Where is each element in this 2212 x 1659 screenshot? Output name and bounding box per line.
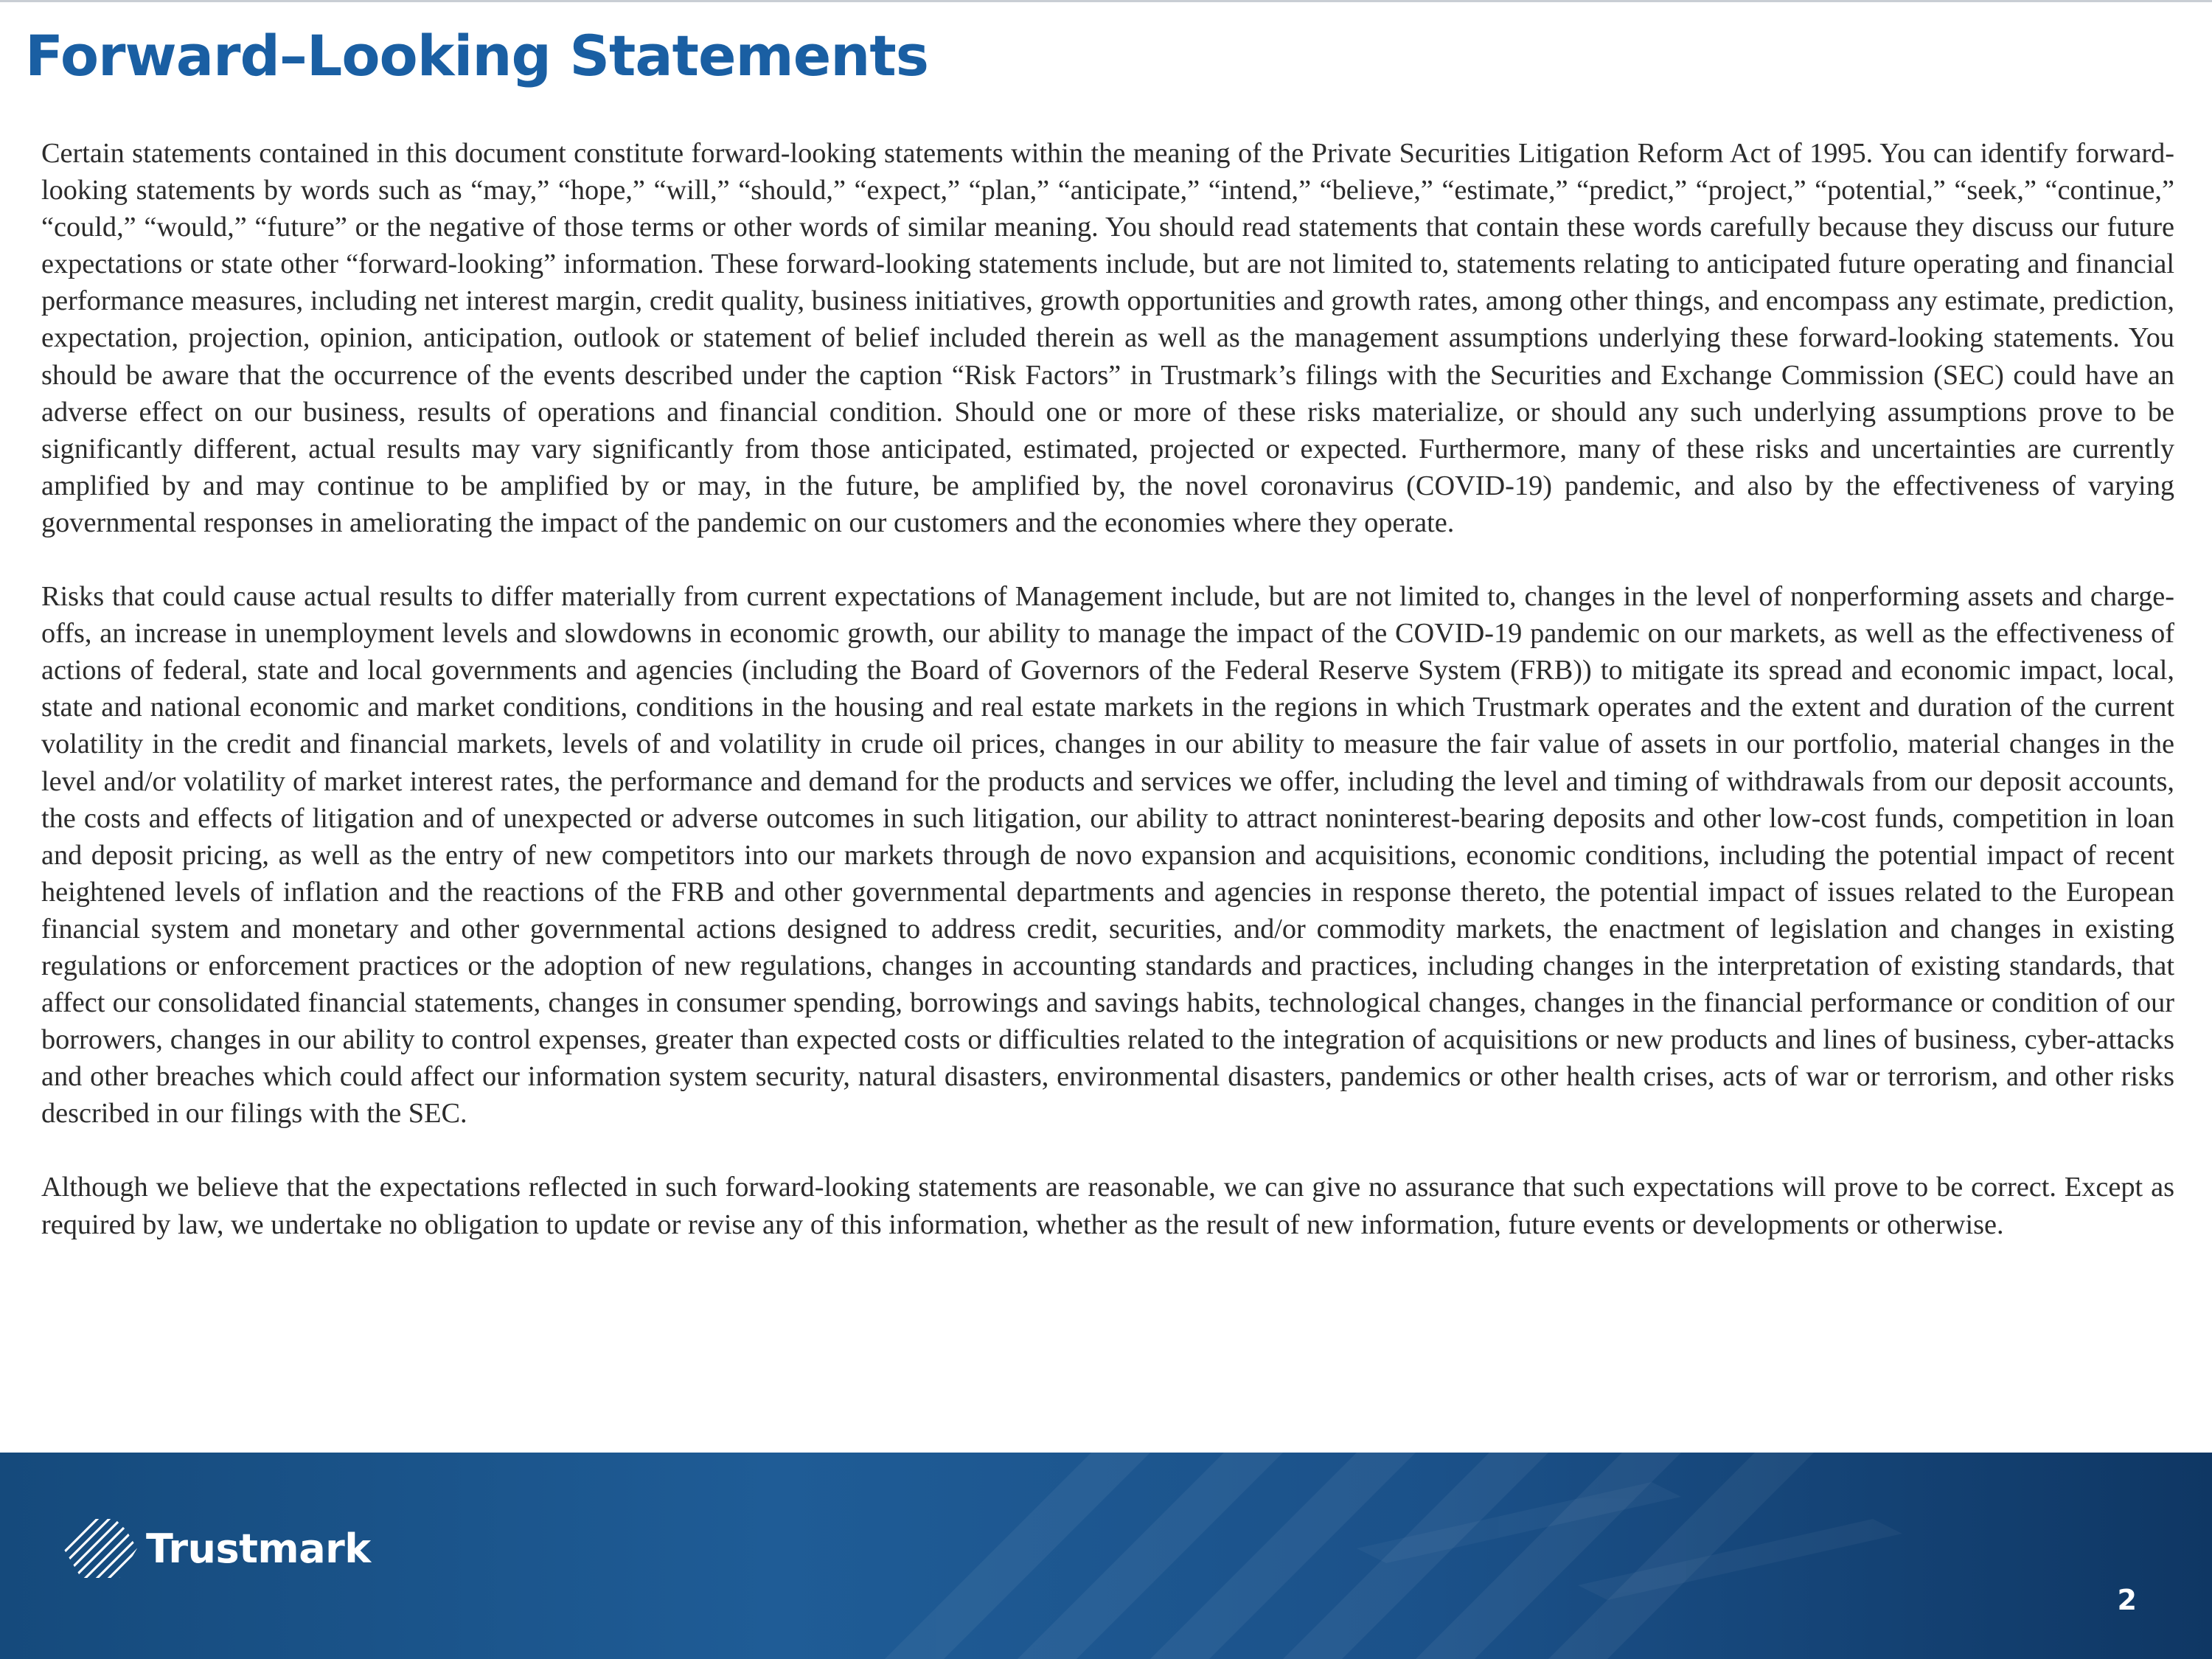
- paragraph-forward-looking-intro: Certain statements contained in this document constitute forward-looking statements within the meaning of the Private Securities Litigation Reform Act of 1995. You can identify forward-looking statements by words such as “may,” “hope,” “will,” “should,” “expect,” “plan,” “anticipate,” “intend,” “believe,” “estimate,” “predict,” “project,” “potential,” “seek,” “continue,” “could,” “would,” “future” or the negative of those terms or other words of similar meaning. You should read statements that contain these words carefully because they discuss our future expectations or state other “forward-looking” information. These forward-looking statements include, but are not limited to, statements relating to anticipated future operating and financial performance measures, including net interest margin, credit quality, business initiatives, growth opportunities and growth rates, among other things, and encompass any estimate, prediction, expectation, projection, opinion, anticipation, outlook or statement of belief included therein as well as the management assumptions underlying these forward-looking statements. You should be aware that the occurrence of the events described under the caption “Risk Factors” in Trustmark’s filings with the Securities and Exchange Commission (SEC) could have an adverse effect on our business, results of operations and financial condition. Should one or more of these risks materialize, or should any such underlying assumptions prove to be significantly different, actual results may vary significantly from those anticipated, estimated, projected or expected. Furthermore, many of these risks and uncertainties are currently amplified by and may continue to be amplified by or may, in the future, be amplified by, the novel coronavirus (COVID-19) pandemic, and also by the effectiveness of varying governmental responses in ameliorating the impact of the pandemic on our customers and the economies where they operate.: [41, 138, 2174, 538]
- paragraph-risk-factors: Risks that could cause actual results to differ materially from current expectations of Management include, but are not limited to, changes in the level of nonperforming assets and charge-offs, an increase in unemployment levels and slowdowns in economic growth, our ability to manage the impact of the COVID-19 pandemic on our markets, as well as the effectiveness of actions of federal, state and local governments and agencies (including the Board of Governors of the Federal Reserve System (FRB)) to mitigate its spread and economic impact, local, state and national economic and market conditions, conditions in the housing and real estate markets in the regions in which Trustmark operates and the extent and duration of the current volatility in the credit and financial markets, levels of and volatility in crude oil prices, changes in our ability to measure the fair value of assets in our portfolio, material changes in the level and/or volatility of market interest rates, the performance and demand for the products and services we offer, including the level and timing of withdrawals from our deposit accounts, the costs and effects of litigation and of unexpected or adverse outcomes in such litigation, our ability to attract noninterest-bearing deposits and other low-cost funds, competition in loan and deposit pricing, as well as the entry of new competitors into our markets through de novo expansion and acquisitions, economic conditions, including the potential impact of recent heightened levels of inflation and the reactions of the FRB and other governmental departments and agencies in response thereto, the potential impact of issues related to the European financial system and monetary and other governmental actions designed to address credit, securities, and/or commodity markets, the enactment of legislation and changes in existing regulations or enforcement practices or the adoption of new regulations, changes in accounting standards and practices, including changes in the interpretation of existing standards, that affect our consolidated financial statements, changes in consumer spending, borrowings and savings habits, technological changes, changes in the financial performance or condition of our borrowers, changes in our ability to control expenses, greater than expected costs or difficulties related to the integration of acquisitions or new products and lines of business, cyber-attacks and other breaches which could affect our information system security, natural disasters, environmental disasters, pandemics or other health crises, acts of war or terrorism, and other risks described in our filings with the SEC.: [41, 581, 2174, 1130]
- slide-title: Forward–Looking Statements: [25, 23, 928, 88]
- footer-band: [0, 1453, 2212, 1659]
- trustmark-brand-name: Trustmark: [146, 1525, 371, 1572]
- trustmark-logo-icon: [62, 1517, 139, 1579]
- top-divider: [0, 0, 2212, 2]
- disclaimer-body: [41, 135, 2174, 1243]
- paragraph-no-assurance: Although we believe that the expectations reflected in such forward-looking statements are reasonable, we can give no assurance that such expectations will prove to be correct. Except as required by law, we undertake no obligation to update or revise any of this information, whether as the result of new information, future events or developments or otherwise.: [41, 1172, 2174, 1240]
- page-number: 2: [2117, 1584, 2137, 1616]
- trustmark-logo: [62, 1517, 371, 1579]
